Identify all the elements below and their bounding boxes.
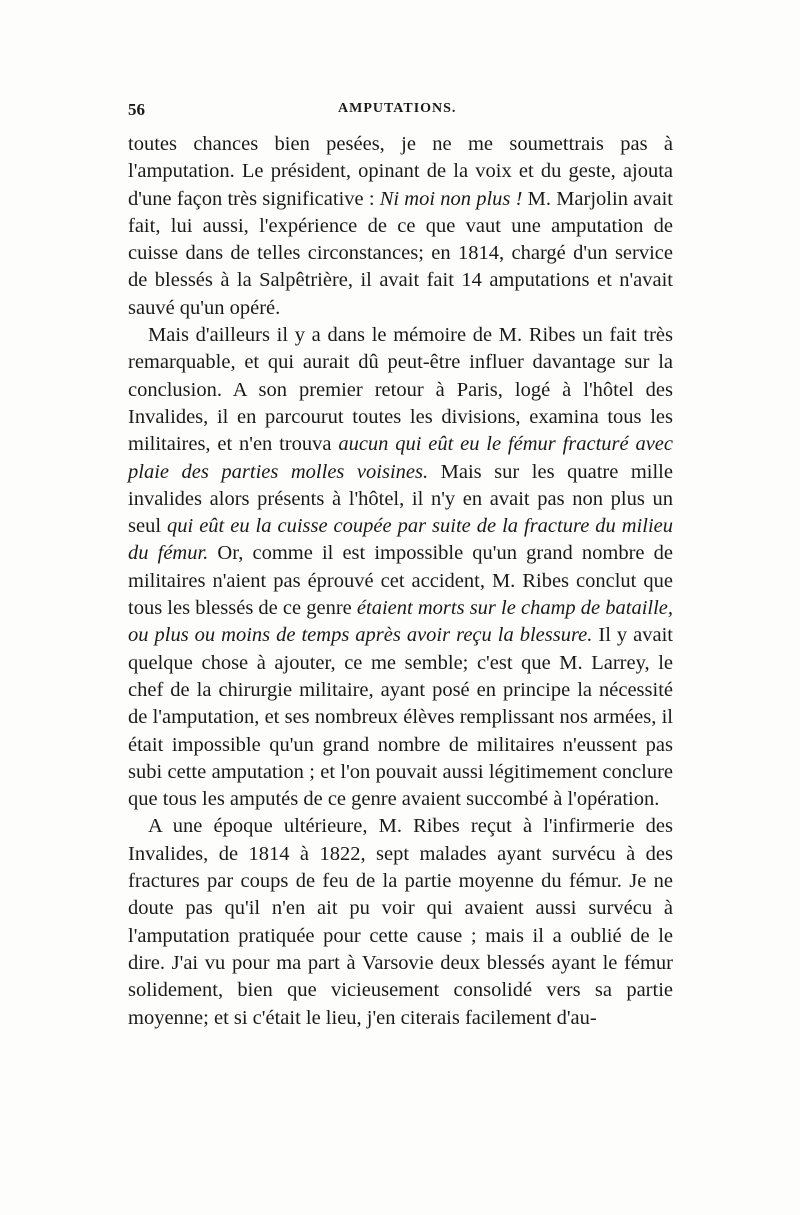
text-segment: Mais sur les quatre mille invalides alors présents à l'hôtel, il n'y en avait pas non plus un seul (128, 460, 673, 538)
page-number: 56 (128, 100, 145, 119)
paragraph-1 (128, 131, 673, 322)
text-segment: A une époque ultérieure, M. Ribes reçut à l'infirmerie des Invalides, de 1814 à 1822, sept malades ayant survécu à des fractures par coups de feu de la partie moyenne du fémur. Je ne doute pas qu'il n'en ait pu voir qui avaient aussi survécu à l'amputation pratiquée pour cette cause ; mais il a oublié de le dire. J'ai vu pour ma part à Varsovie deux blessés ayant le fémur solidement, bien que vicieusement consolidé vers sa partie moyenne; et si c'était le lieu, j'en citerais facilement d'au- (128, 815, 673, 1029)
italic-emphasis: étaient morts sur le champ de bataille, ou plus ou moins de temps après avoir reçu la blessure. (128, 597, 673, 647)
text-segment: Mais d'ailleurs il y a dans le mémoire de M. Ribes un fait très remarquable, et qui aurait dû peut-être influer davantage sur la conclusion. A son premier retour à Paris, logé à l'hôtel des Invalides, il en parcourut toutes les divisions, examina tous les militaires, et n'en trouva (128, 324, 673, 456)
paragraph-3 (128, 813, 673, 1031)
running-title: AMPUTATIONS. (338, 101, 457, 116)
page-header (128, 100, 673, 126)
italic-emphasis: aucun qui eût eu le fémur fracturé avec plaie des parties molles voisines. (128, 433, 673, 483)
text-segment: toutes chances bien pesées, je ne me soumettrais pas à l'amputation. Le président, opinant de la voix et du geste, ajouta d'une façon très significative : (128, 133, 673, 210)
paragraph-2 (128, 322, 673, 813)
body-text (128, 131, 673, 1032)
text-segment: Or, comme il est impossible qu'un grand nombre de militaires n'aient pas éprouvé cet accident, M. Ribes conclut que tous les blessés de ce genre (128, 542, 673, 620)
italic-emphasis: qui eût eu la cuisse coupée par suite de la fracture du milieu du fémur. (128, 515, 673, 565)
text-segment: Il y avait quelque chose à ajouter, ce me semble; c'est que M. Larrey, le chef de la chirurgie militaire, ayant posé en principe la nécessité de l'amputation, et ses nombreux élèves remplissant nos armées, il était impossible qu'un grand nombre de militaires n'eussent pas subi cette amputation ; et l'on pouvait aussi légitimement conclure que tous les amputés de ce genre avaient succombé à l'opération. (128, 624, 673, 811)
italic-quote: Ni moi non plus ! (379, 187, 523, 210)
text-segment: M. Marjolin avait fait, lui aussi, l'expérience de ce que vaut une amputation de cuisse dans de telles circonstances; en 1814, chargé d'un service de blessés à la Salpêtrière, il avait fait 14 amputations et n'avait sauvé qu'un opéré. (128, 187, 673, 319)
